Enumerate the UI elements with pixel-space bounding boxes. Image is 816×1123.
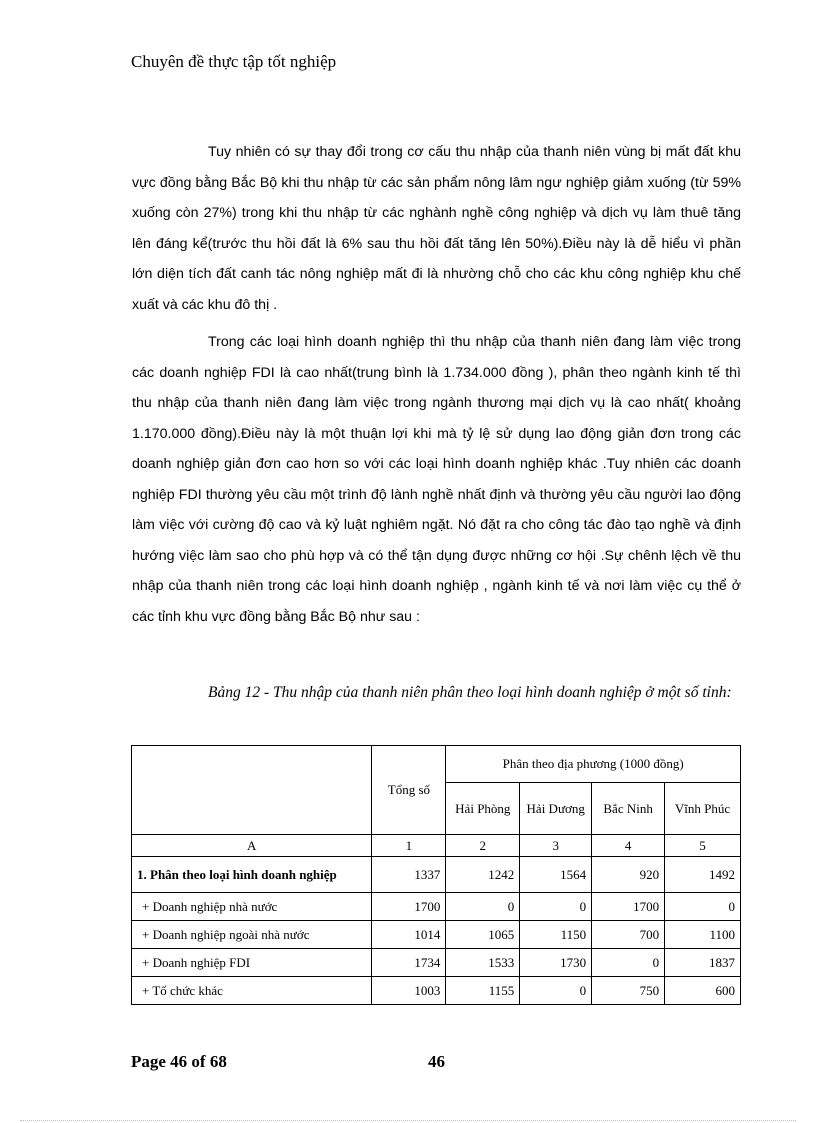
header-province: Bắc Ninh [592, 783, 665, 835]
value-cell: 1065 [446, 921, 520, 949]
row-label: + Doanh nghiệp nhà nước [132, 893, 372, 921]
index-row [132, 835, 741, 857]
table-row [132, 857, 741, 893]
header-province: Hải Phòng [446, 783, 520, 835]
table-row [132, 977, 741, 1005]
value-cell: 1003 [372, 977, 446, 1005]
document-header-title: Chuyên đề thực tập tốt nghiệp [131, 52, 337, 71]
value-cell: 1150 [520, 921, 592, 949]
value-cell: 750 [592, 977, 665, 1005]
table-caption: Bảng 12 - Thu nhập của thanh niên phân theo loại hình doanh nghiệp ở một số tỉnh: [208, 684, 732, 701]
value-cell: 0 [520, 893, 592, 921]
value-cell: 0 [446, 893, 520, 921]
index-cell: 1 [372, 835, 446, 857]
header-province: Hải Dương [520, 783, 592, 835]
row-label: + Tổ chức khác [132, 977, 372, 1005]
page-bottom-divider [20, 1120, 796, 1121]
table-row [132, 893, 741, 921]
index-cell: 4 [592, 835, 665, 857]
value-cell: 700 [592, 921, 665, 949]
value-cell: 1492 [665, 857, 741, 893]
paragraph-enterprise-income: Trong các loại hình doanh nghiệp thì thu nhập của thanh niên đang làm việc trong các doanh nghiệp FDI là cao nhất(trung bình là 1.734.000 đồng ), phân theo ngành kinh tế thì thu nhập của thanh niên đang làm việc trong ngành thương mại dịch vụ là cao nhất( khoảng 1.170.000 đồng).Điều này là một thuận lợi khi mà tỷ lệ sử dụng lao động giản đơn trong các doanh nghiệp giản đơn cao hơn so với các loại hình doanh nghiệp khác .Tuy nhiên các doanh nghiệp FDI thường yêu cầu một trình độ lành nghề nhất định và thường yêu cầu người lao động làm việc với cường độ cao và kỷ luật nghiêm ngặt. Nó đặt ra cho công tác đào tạo nghề và định hướng việc làm sao cho phù hợp và có thể tận dụng được những cơ hội .Sự chênh lệch về thu nhập của thanh niên trong các loại hình doanh nghiệp , ngành kinh tế và nơi làm việc cụ thể ở các tỉnh khu vực đồng bằng Bắc Bộ như sau : [132, 334, 741, 625]
value-cell: 600 [665, 977, 741, 1005]
value-cell: 1100 [665, 921, 741, 949]
index-cell: 2 [446, 835, 520, 857]
index-cell: 5 [665, 835, 741, 857]
value-cell: 1700 [592, 893, 665, 921]
table-row [132, 921, 741, 949]
paragraph-income-structure: Tuy nhiên có sự thay đổi trong cơ cấu thu nhập của thanh niên vùng bị mất đất khu vực đồng bằng Bắc Bộ khi thu nhập từ các sản phẩm nông lâm ngư nghiệp giảm xuống (từ 59% xuống còn 27%) trong khi thu nhập từ các nghành nghề công nghiệp và dịch vụ làm thuê tăng lên đáng kể(trước thu hồi đất là 6% sau thu hồi đất tăng lên 50%).Điều này là dễ hiểu vì phần lớn diện tích đất canh tác nông nghiệp mất đi là nhường chỗ cho các khu công nghiệp khu chế xuất và các khu đô thị . [132, 144, 741, 313]
value-cell: 0 [665, 893, 741, 921]
row-label: + Doanh nghiệp ngoài nhà nước [132, 921, 372, 949]
value-cell: 1837 [665, 949, 741, 977]
footer-page-number: 46 [428, 1052, 445, 1071]
value-cell: 1700 [372, 893, 446, 921]
value-cell: 1242 [446, 857, 520, 893]
header-total: Tổng số [372, 746, 446, 835]
row-label: 1. Phân theo loại hình doanh nghiệp [132, 857, 372, 893]
table-row [132, 949, 741, 977]
footer-page-label: Page 46 of 68 [131, 1052, 227, 1071]
value-cell: 1730 [520, 949, 592, 977]
header-empty-cell [132, 746, 372, 835]
value-cell: 1564 [520, 857, 592, 893]
value-cell: 0 [520, 977, 592, 1005]
value-cell: 1533 [446, 949, 520, 977]
index-cell: A [132, 835, 372, 857]
index-cell: 3 [520, 835, 592, 857]
value-cell: 0 [592, 949, 665, 977]
header-by-province: Phân theo địa phương (1000 đồng) [446, 746, 741, 783]
value-cell: 1014 [372, 921, 446, 949]
row-label: + Doanh nghiệp FDI [132, 949, 372, 977]
income-table [131, 745, 741, 1005]
value-cell: 920 [592, 857, 665, 893]
value-cell: 1337 [372, 857, 446, 893]
value-cell: 1155 [446, 977, 520, 1005]
header-province: Vĩnh Phúc [665, 783, 741, 835]
value-cell: 1734 [372, 949, 446, 977]
